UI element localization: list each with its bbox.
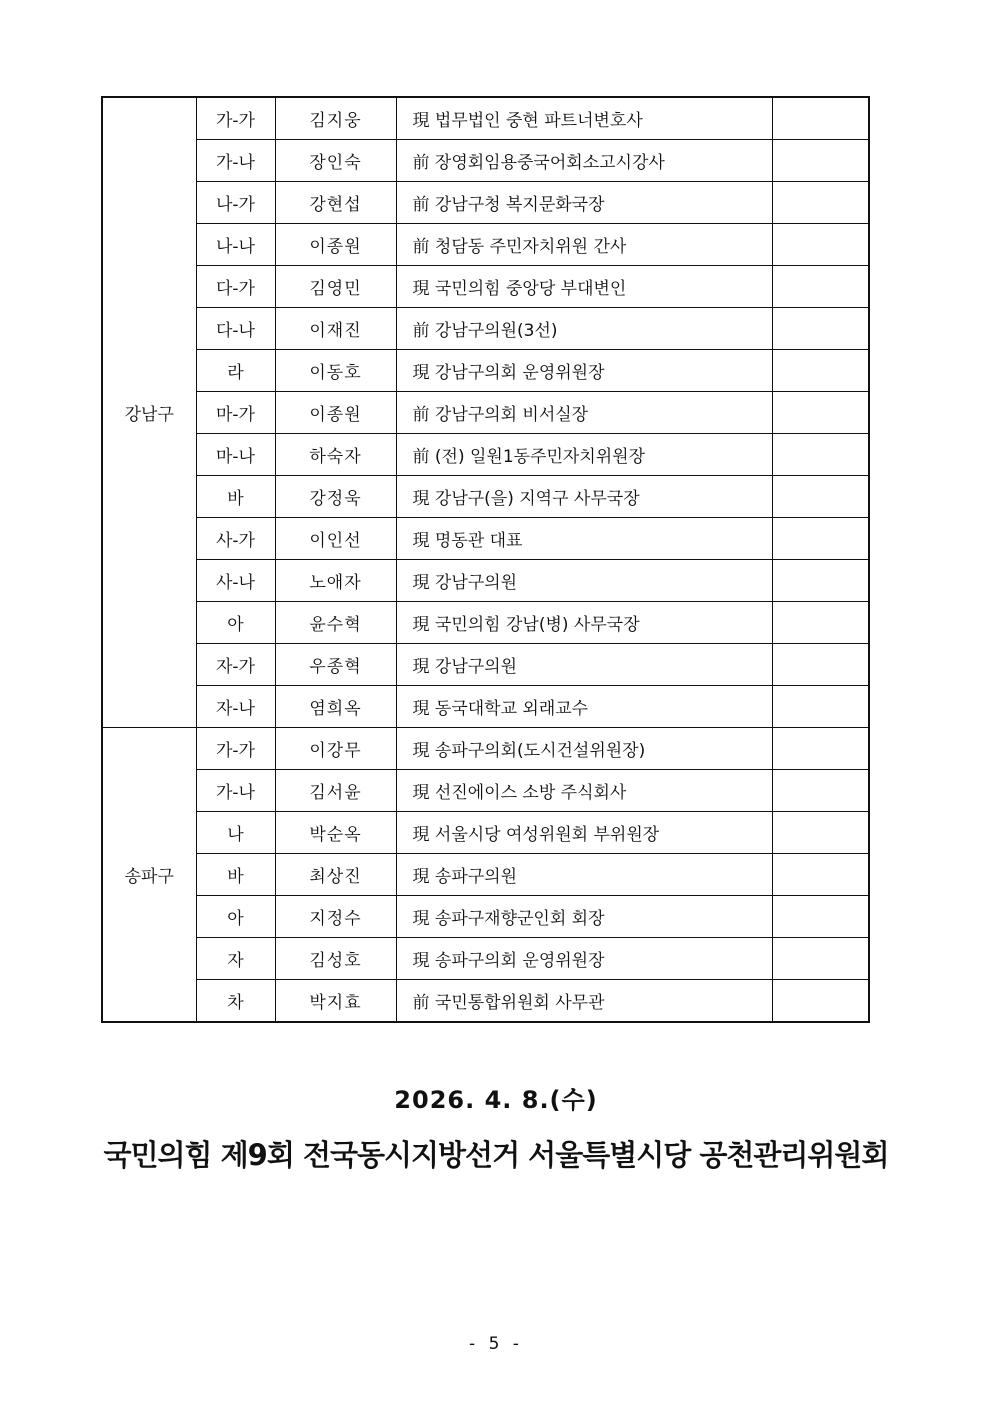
note-cell: [772, 350, 869, 392]
table-row: [102, 938, 869, 980]
zone-cell: 아: [196, 602, 275, 644]
note-cell: [772, 392, 869, 434]
candidate-name-cell: 김서윤: [275, 770, 396, 812]
zone-cell: 다-나: [196, 308, 275, 350]
career-cell: 前 강남구의원(3선): [396, 308, 772, 350]
candidate-name-cell: 강현섭: [275, 182, 396, 224]
table-row: [102, 896, 869, 938]
note-cell: [772, 980, 869, 1023]
committee-name: 국민의힘 제9회 전국동시지방선거 서울특별시당 공천관리위원회: [103, 1138, 889, 1172]
candidate-table: [101, 96, 870, 1023]
table-row: [102, 560, 869, 602]
district-cell: 송파구: [102, 728, 196, 1023]
candidate-name-cell: 박순옥: [275, 812, 396, 854]
career-cell: 前 강남구청 복지문화국장: [396, 182, 772, 224]
note-cell: [772, 224, 869, 266]
zone-cell: 다-가: [196, 266, 275, 308]
table-row: [102, 266, 869, 308]
candidate-name-cell: 장인숙: [275, 140, 396, 182]
table-row: [102, 350, 869, 392]
zone-cell: 자-나: [196, 686, 275, 728]
candidate-name-cell: 하숙자: [275, 434, 396, 476]
candidate-name-cell: 김성호: [275, 938, 396, 980]
note-cell: [772, 812, 869, 854]
candidate-name-cell: 최상진: [275, 854, 396, 896]
table-row: [102, 308, 869, 350]
zone-cell: 바: [196, 854, 275, 896]
career-cell: 現 선진에이스 소방 주식회사: [396, 770, 772, 812]
career-cell: 現 송파구의회 운영위원장: [396, 938, 772, 980]
note-cell: [772, 644, 869, 686]
zone-cell: 차: [196, 980, 275, 1023]
candidate-name-cell: 박지효: [275, 980, 396, 1023]
note-cell: [772, 182, 869, 224]
candidate-name-cell: 이종원: [275, 392, 396, 434]
note-cell: [772, 602, 869, 644]
candidate-name-cell: 우종혁: [275, 644, 396, 686]
career-cell: 現 동국대학교 외래교수: [396, 686, 772, 728]
zone-cell: 라: [196, 350, 275, 392]
table-row: [102, 140, 869, 182]
candidate-name-cell: 김지웅: [275, 97, 396, 140]
district-cell: 강남구: [102, 97, 196, 728]
career-cell: 前 청담동 주민자치위원 간사: [396, 224, 772, 266]
note-cell: [772, 854, 869, 896]
note-cell: [772, 140, 869, 182]
candidate-name-cell: 지정수: [275, 896, 396, 938]
table-row: [102, 97, 869, 140]
table-row: [102, 518, 869, 560]
note-cell: [772, 896, 869, 938]
zone-cell: 마-가: [196, 392, 275, 434]
career-cell: 現 송파구의원: [396, 854, 772, 896]
zone-cell: 가-나: [196, 140, 275, 182]
note-cell: [772, 434, 869, 476]
career-cell: 現 명동관 대표: [396, 518, 772, 560]
career-cell: 現 법무법인 중현 파트너변호사: [396, 97, 772, 140]
note-cell: [772, 97, 869, 140]
candidate-name-cell: 이종원: [275, 224, 396, 266]
candidate-name-cell: 이재진: [275, 308, 396, 350]
announcement-date: 2026. 4. 8.(수): [394, 1086, 598, 1114]
zone-cell: 나-가: [196, 182, 275, 224]
career-cell: 前 (전) 일원1동주민자치위원장: [396, 434, 772, 476]
career-cell: 前 장영회임용중국어회소고시강사: [396, 140, 772, 182]
career-cell: 現 강남구의회 운영위원장: [396, 350, 772, 392]
table-row: [102, 854, 869, 896]
zone-cell: 사-나: [196, 560, 275, 602]
zone-cell: 자: [196, 938, 275, 980]
candidate-name-cell: 김영민: [275, 266, 396, 308]
note-cell: [772, 770, 869, 812]
zone-cell: 가-나: [196, 770, 275, 812]
note-cell: [772, 476, 869, 518]
table-row: [102, 728, 869, 770]
note-cell: [772, 308, 869, 350]
candidate-name-cell: 이동호: [275, 350, 396, 392]
zone-cell: 나-나: [196, 224, 275, 266]
zone-cell: 나: [196, 812, 275, 854]
table-row: [102, 224, 869, 266]
table-row: [102, 434, 869, 476]
note-cell: [772, 728, 869, 770]
career-cell: 現 서울시당 여성위원회 부위원장: [396, 812, 772, 854]
note-cell: [772, 686, 869, 728]
career-cell: 現 송파구재향군인회 회장: [396, 896, 772, 938]
candidate-name-cell: 염희옥: [275, 686, 396, 728]
zone-cell: 자-가: [196, 644, 275, 686]
note-cell: [772, 560, 869, 602]
candidate-name-cell: 이인선: [275, 518, 396, 560]
table-row: [102, 686, 869, 728]
candidate-name-cell: 노애자: [275, 560, 396, 602]
career-cell: 現 강남구(을) 지역구 사무국장: [396, 476, 772, 518]
zone-cell: 바: [196, 476, 275, 518]
candidate-table-body: [102, 97, 869, 1022]
career-cell: 現 송파구의회(도시건설위원장): [396, 728, 772, 770]
career-cell: 前 강남구의회 비서실장: [396, 392, 772, 434]
zone-cell: 가-가: [196, 728, 275, 770]
career-cell: 現 국민의힘 중앙당 부대변인: [396, 266, 772, 308]
table-row: [102, 476, 869, 518]
career-cell: 現 강남구의원: [396, 644, 772, 686]
candidate-name-cell: 윤수혁: [275, 602, 396, 644]
zone-cell: 가-가: [196, 97, 275, 140]
note-cell: [772, 938, 869, 980]
career-cell: 現 국민의힘 강남(병) 사무국장: [396, 602, 772, 644]
career-cell: 前 국민통합위원회 사무관: [396, 980, 772, 1023]
page-number: - 5 -: [469, 1334, 523, 1354]
table-row: [102, 182, 869, 224]
candidate-name-cell: 이강무: [275, 728, 396, 770]
note-cell: [772, 266, 869, 308]
table-row: [102, 770, 869, 812]
table-row: [102, 812, 869, 854]
note-cell: [772, 518, 869, 560]
zone-cell: 아: [196, 896, 275, 938]
candidate-name-cell: 강정욱: [275, 476, 396, 518]
table-row: [102, 392, 869, 434]
table-row: [102, 602, 869, 644]
table-row: [102, 980, 869, 1023]
career-cell: 現 강남구의원: [396, 560, 772, 602]
table-row: [102, 644, 869, 686]
zone-cell: 사-가: [196, 518, 275, 560]
zone-cell: 마-나: [196, 434, 275, 476]
